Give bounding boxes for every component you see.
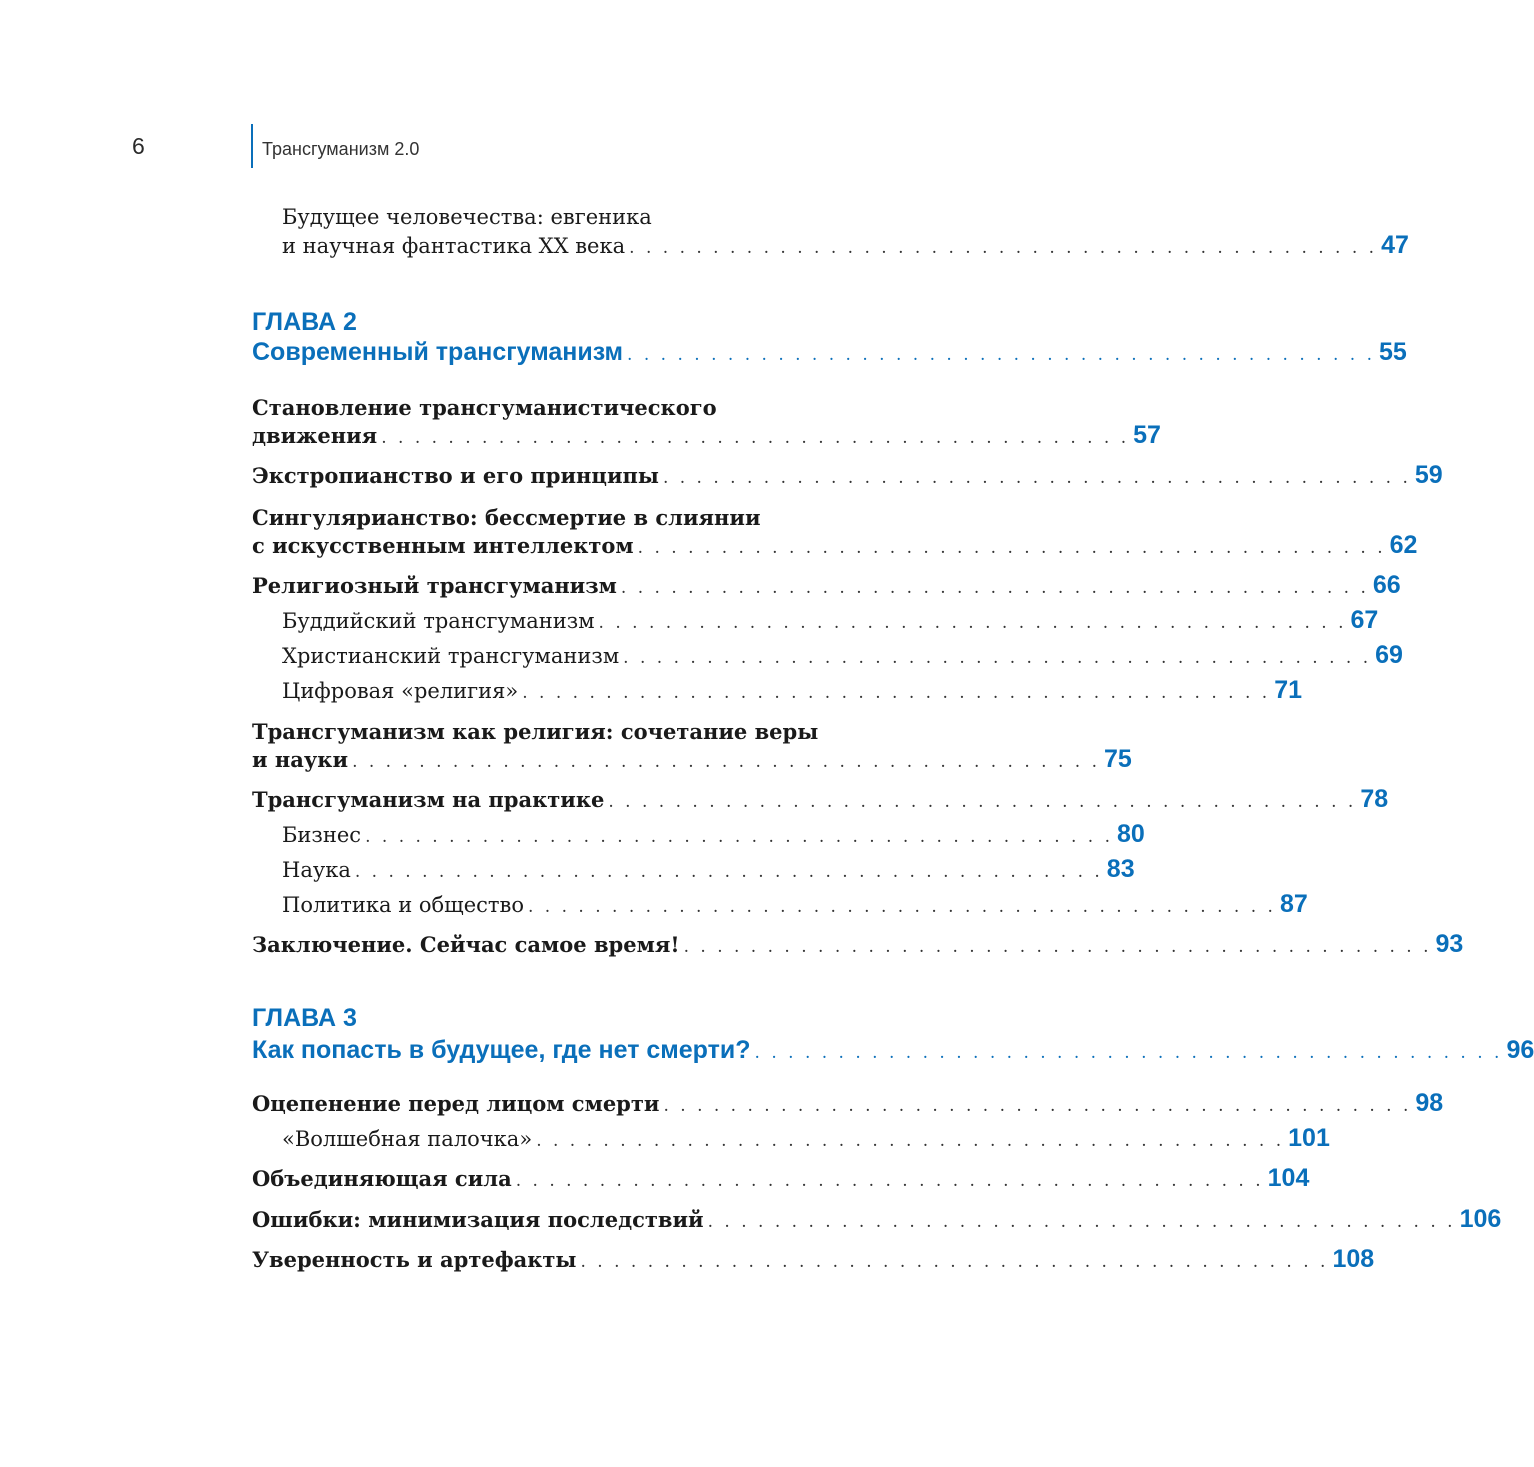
toc-page-number: 93 — [1435, 930, 1464, 958]
chapter3-label: ГЛАВА 3 — [252, 1004, 357, 1032]
toc-page-number: 66 — [1372, 571, 1401, 599]
leader-dots: . . . . . . . . . . . . . . . . . . . . . . . . . . . . . . . . . . . . . . . . . . . . . — [515, 1171, 1264, 1191]
toc-entry-title: Экстропианство и его принципы — [252, 463, 659, 488]
chapter2-page-number: 55 — [1379, 338, 1407, 366]
toc-page-number: 62 — [1389, 531, 1418, 559]
running-title: Трансгуманизм 2.0 — [262, 139, 420, 159]
toc-entry-digital-religion[interactable] — [252, 676, 1303, 707]
chapter3-heading[interactable] — [252, 1036, 1534, 1067]
toc-page-number: 104 — [1267, 1164, 1310, 1192]
toc-page-number: 106 — [1459, 1205, 1502, 1233]
toc-entry-title: Политика и общество — [282, 893, 524, 917]
toc-entry-title: Цифровая «религия» — [282, 679, 519, 703]
toc-page-number: 71 — [1274, 676, 1303, 704]
toc-entry-buddhist[interactable] — [252, 606, 1379, 637]
leader-dots: . . . . . . . . . . . . . . . . . . . . . . . . . . . . . . . . . . . . . . . . . . . . . — [683, 937, 1432, 957]
toc-entry-title: Объединяющая сила — [252, 1166, 512, 1191]
toc-entry-conclusion[interactable] — [252, 930, 1464, 961]
page-number: 6 — [132, 133, 145, 159]
chapter3-title: Как попасть в будущее, где нет смерти? — [252, 1036, 751, 1064]
toc-entry-practice[interactable] — [252, 785, 1389, 816]
leader-dots: . . . . . . . . . . . . . . . . . . . . . . . . . . . . . . . . . . . . . . . . . . . . . — [381, 428, 1130, 448]
toc-entry-title-line2: и науки — [252, 747, 349, 772]
toc-page-number: 98 — [1415, 1089, 1444, 1117]
toc-entry-as-religion[interactable] — [252, 718, 1132, 776]
toc-page-number: 83 — [1106, 855, 1135, 883]
leader-dots: . . . . . . . . . . . . . . . . . . . . . . . . . . . . . . . . . . . . . . . . . . . . . — [629, 238, 1378, 258]
toc-page-number: 47 — [1381, 231, 1409, 259]
toc-page-number: 87 — [1279, 890, 1308, 918]
toc-entry-movement[interactable] — [252, 394, 1161, 452]
toc-entry-errors[interactable] — [252, 1205, 1502, 1236]
toc-entry-title-line1: Будущее человечества: евгеника — [282, 205, 652, 229]
leader-dots: . . . . . . . . . . . . . . . . . . . . . . . . . . . . . . . . . . . . . . . . . . . . . — [365, 827, 1114, 847]
toc-page-number: 75 — [1104, 745, 1132, 773]
leader-dots: . . . . . . . . . . . . . . . . . . . . . . . . . . . . . . . . . . . . . . . . . . . . . — [522, 683, 1271, 703]
toc-entry-title-line1: Трансгуманизм как религия: сочетание веры — [252, 719, 819, 744]
toc-entry-extropianism[interactable] — [252, 461, 1443, 492]
chapter2-label: ГЛАВА 2 — [252, 308, 357, 336]
toc-entry-religious[interactable] — [252, 571, 1401, 602]
toc-entry-title-line2: и научная фантастика XX века — [282, 234, 626, 258]
chapter2-heading[interactable] — [252, 338, 1407, 369]
toc-entry-title: Оцепенение перед лицом смерти — [252, 1091, 660, 1116]
leader-dots: . . . . . . . . . . . . . . . . . . . . . . . . . . . . . . . . . . . . . . . . . . . . . — [536, 1131, 1285, 1151]
toc-entry-title: Буддийский трансгуманизм — [282, 609, 595, 633]
toc-entry-title: Бизнес — [282, 823, 362, 847]
toc-entry-eugenics[interactable] — [252, 204, 1409, 262]
leader-dots: . . . . . . . . . . . . . . . . . . . . . . . . . . . . . . . . . . . . . . . . . . . . . — [608, 792, 1357, 812]
leader-dots: . . . . . . . . . . . . . . . . . . . . . . . . . . . . . . . . . . . . . . . . . . . . . — [662, 468, 1411, 488]
chapter3-page-number: 96 — [1506, 1036, 1534, 1064]
toc-entry-singularianism[interactable] — [252, 504, 1418, 562]
leader-dots: . . . . . . . . . . . . . . . . . . . . . . . . . . . . . . . . . . . . . . . . . . . . . — [620, 578, 1369, 598]
toc-entry-title-line1: Становление трансгуманистического — [252, 395, 717, 420]
toc-entry-magic-wand[interactable] — [252, 1124, 1330, 1155]
leader-dots: . . . . . . . . . . . . . . . . . . . . . . . . . . . . . . . . . . . . . . . . . . . . . — [637, 538, 1386, 558]
chapter2-title: Современный трансгуманизм — [252, 338, 624, 366]
toc-entry-title: Наука — [282, 858, 351, 882]
toc-page-number: 57 — [1133, 421, 1161, 449]
toc-entry-business[interactable] — [252, 820, 1145, 851]
toc-entry-title: Трансгуманизм на практике — [252, 787, 605, 812]
toc-page-number: 67 — [1350, 606, 1379, 634]
leader-dots: . . . . . . . . . . . . . . . . . . . . . . . . . . . . . . . . . . . . . . . . . . . . . — [627, 345, 1375, 365]
toc-entry-title-line1: Сингулярианство: бессмертие в слиянии — [252, 505, 761, 530]
leader-dots: . . . . . . . . . . . . . . . . . . . . . . . . . . . . . . . . . . . . . . . . . . . . . — [352, 752, 1101, 772]
toc-entry-politics[interactable] — [252, 890, 1308, 921]
leader-dots: . . . . . . . . . . . . . . . . . . . . . . . . . . . . . . . . . . . . . . . . . . . . . — [623, 648, 1372, 668]
toc-entry-title: Уверенность и артефакты — [252, 1247, 577, 1272]
toc-page-number: 101 — [1288, 1124, 1330, 1152]
toc-page-number: 108 — [1332, 1245, 1375, 1273]
toc-entry-title: Религиозный трансгуманизм — [252, 573, 617, 598]
leader-dots: . . . . . . . . . . . . . . . . . . . . . . . . . . . . . . . . . . . . . . . . . . . . . — [354, 862, 1103, 882]
leader-dots: . . . . . . . . . . . . . . . . . . . . . . . . . . . . . . . . . . . . . . . . . . . . . — [663, 1096, 1412, 1116]
leader-dots: . . . . . . . . . . . . . . . . . . . . . . . . . . . . . . . . . . . . . . . . . . . . . — [754, 1043, 1503, 1063]
toc-entry-science[interactable] — [252, 855, 1135, 886]
toc-entry-title: Ошибки: минимизация последствий — [252, 1207, 704, 1232]
toc-entry-title-line2: движения — [252, 423, 378, 448]
toc-entry-confidence[interactable] — [252, 1245, 1375, 1276]
toc-entry-title-line2: с искусственным интеллектом — [252, 533, 634, 558]
toc-page-number: 59 — [1414, 461, 1443, 489]
running-header — [0, 0, 1000, 180]
toc-entry-title: «Волшебная палочка» — [282, 1127, 533, 1151]
header-divider — [251, 124, 253, 168]
toc-entry-title: Заключение. Сейчас самое время! — [252, 932, 680, 957]
leader-dots: . . . . . . . . . . . . . . . . . . . . . . . . . . . . . . . . . . . . . . . . . . . . . — [527, 897, 1276, 917]
toc-entry-christian[interactable] — [252, 641, 1403, 672]
toc-entry-title: Христианский трансгуманизм — [282, 644, 620, 668]
toc-entry-numbness[interactable] — [252, 1089, 1444, 1120]
toc-entry-unifying-force[interactable] — [252, 1164, 1310, 1195]
toc-page-number: 78 — [1360, 785, 1389, 813]
leader-dots: . . . . . . . . . . . . . . . . . . . . . . . . . . . . . . . . . . . . . . . . . . . . . — [580, 1252, 1329, 1272]
leader-dots: . . . . . . . . . . . . . . . . . . . . . . . . . . . . . . . . . . . . . . . . . . . . . — [707, 1212, 1456, 1232]
toc-page-number: 69 — [1375, 641, 1403, 669]
toc-page-number: 80 — [1117, 820, 1145, 848]
leader-dots: . . . . . . . . . . . . . . . . . . . . . . . . . . . . . . . . . . . . . . . . . . . . . — [598, 613, 1347, 633]
